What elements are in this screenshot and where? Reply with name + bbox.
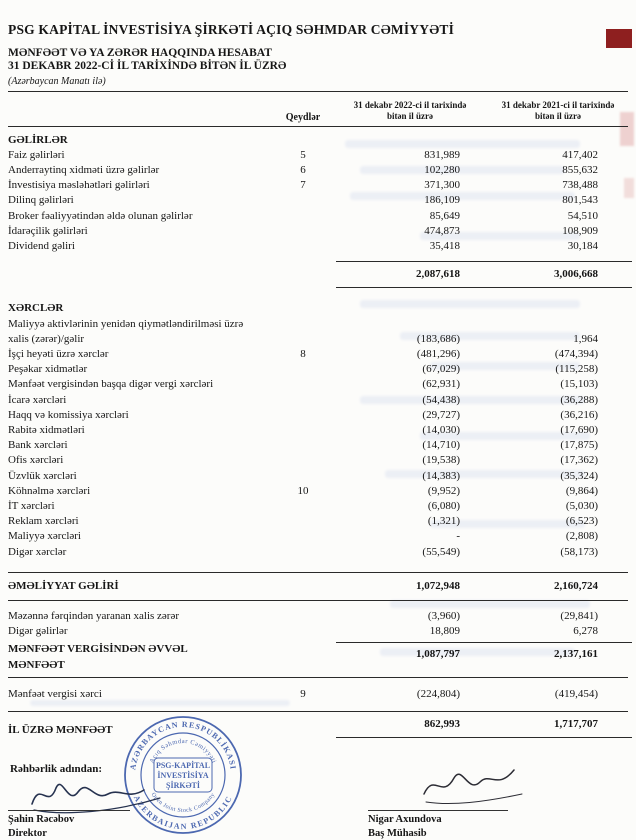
table-row xyxy=(8,469,628,484)
row-value-2021: (5,030) xyxy=(565,499,598,512)
accountant-title: Baş Mühasib xyxy=(368,828,427,839)
row-value-2022: (6,080) xyxy=(427,499,460,512)
row-value-2022: 371,300 xyxy=(424,179,460,192)
year-2022-column-header: 31 dekabr 2022-ci il tarixində bitən il üzrə xyxy=(353,100,467,122)
row-label: İşçi heyəti üzrə xərclər xyxy=(8,347,109,360)
table-row xyxy=(8,545,628,560)
row-label: Broker fəaliyyətindən əldə olunan gəlirlər xyxy=(8,209,193,222)
row-value-2022: (54,438) xyxy=(422,393,460,406)
row-value-2022: (14,383) xyxy=(422,469,460,482)
row-value-2021: (2,808) xyxy=(565,530,598,543)
row-value-2021: 2,160,724 xyxy=(554,579,598,592)
table-row xyxy=(8,453,628,468)
table-row xyxy=(8,609,628,624)
table-row xyxy=(8,377,628,392)
row-value-2022: (183,686) xyxy=(416,332,460,345)
table-row xyxy=(8,239,628,254)
row-label: Üzvlük xərcləri xyxy=(8,469,77,482)
row-value-2022: 474,873 xyxy=(424,224,460,237)
stamp-outer-top-text: AZƏRBAYCAN RESPUBLİKASI xyxy=(128,719,238,771)
table-row xyxy=(8,423,628,438)
table-row xyxy=(8,499,628,514)
table-row xyxy=(8,687,628,702)
row-value-2022: 1,087,797 xyxy=(336,642,484,662)
row-value-2021: (58,173) xyxy=(560,545,598,558)
row-label: Digər xərclər xyxy=(8,545,67,558)
row-label: Reklam xərcləri xyxy=(8,515,79,528)
row-value-2021: (6,523) xyxy=(565,515,598,528)
report-period: 31 DEKABR 2022-Cİ İL TARİXİNDƏ BİTƏN İL ÜZRƏ xyxy=(8,60,287,72)
row-value-2021: 3,006,668 xyxy=(484,261,632,288)
table-row xyxy=(8,163,628,178)
row-note: 8 xyxy=(300,347,306,360)
row-value-2021: (115,258) xyxy=(555,363,598,376)
row-label: ƏMƏLİYYAT GƏLİRİ xyxy=(8,579,119,592)
row-label: İdarəçilik gəlirləri xyxy=(8,224,88,237)
row-value-2021: (17,875) xyxy=(560,439,598,452)
currency-note: (Azərbaycan Manatı ilə) xyxy=(8,76,106,87)
row-value-2021: 2,137,161 xyxy=(484,642,632,662)
statement-rows xyxy=(8,133,628,739)
row-label: İnvestisiya məsləhətləri gəlirləri xyxy=(8,179,150,192)
table-row xyxy=(8,148,628,163)
row-value-2021: (474,394) xyxy=(554,347,598,360)
row-label: Haqq və komissiya xərcləri xyxy=(8,408,129,421)
notes-column-header: Qeydlər xyxy=(285,111,321,123)
row-label: Dividend gəliri xyxy=(8,239,75,252)
row-value-2022: 18,809 xyxy=(429,625,460,638)
chief-accountant-signature xyxy=(418,764,528,810)
row-value-2022: (9,952) xyxy=(427,484,460,497)
row-label: İcarə xərcləri xyxy=(8,393,67,406)
row-value-2022: (29,727) xyxy=(422,408,460,421)
row-note: 7 xyxy=(300,179,306,192)
row-value-2021: (29,841) xyxy=(560,609,598,622)
table-row xyxy=(8,408,628,423)
row-value-2022: (481,296) xyxy=(416,347,460,360)
row-label: Mənfəət vergisi xərci xyxy=(8,687,102,700)
row-value-2021: (17,362) xyxy=(560,454,598,467)
row-value-2022: (224,804) xyxy=(416,687,460,700)
row-label: XƏRCLƏR xyxy=(8,302,64,315)
row-value-2021: (15,103) xyxy=(560,378,598,391)
table-row xyxy=(8,193,628,208)
row-value-2021: (36,288) xyxy=(560,393,598,406)
row-value-2021: 1,717,707 xyxy=(484,717,632,738)
management-heading: Rəhbərlik adından: xyxy=(10,763,102,775)
row-value-2022: 35,418 xyxy=(429,239,460,252)
row-value-2021: 1,964 xyxy=(573,332,598,345)
row-label: Faiz gəlirləri xyxy=(8,148,65,161)
row-value-2022: (14,710) xyxy=(422,439,460,452)
row-value-2021: (17,690) xyxy=(560,423,598,436)
accountant-name: Nigar Axundova xyxy=(368,814,442,825)
row-value-2022: 102,280 xyxy=(424,163,460,176)
stamp-inner-top-text: Açıq Səhmdar Cəmiyyəti xyxy=(148,737,218,765)
row-value-2022: 85,649 xyxy=(429,209,460,222)
row-value-2022: (55,549) xyxy=(422,545,460,558)
stamp-inner-bottom-text: Open Joint Stock Company xyxy=(149,791,217,815)
table-header xyxy=(8,92,628,127)
row-label: Peşəkar xidmətlər xyxy=(8,363,88,376)
row-note: 9 xyxy=(300,687,306,700)
row-value-2022: - xyxy=(456,530,460,543)
report-title: MƏNFƏƏT VƏ YA ZƏRƏR HAQQINDA HESABAT xyxy=(8,47,272,59)
table-row xyxy=(8,572,628,601)
director-signature-line xyxy=(8,810,130,811)
table-row xyxy=(8,438,628,453)
row-value-2021: (9,864) xyxy=(565,484,598,497)
table-row xyxy=(8,711,628,738)
row-note: 10 xyxy=(297,484,309,497)
table-row xyxy=(8,301,628,316)
year-2021-column-header: 31 dekabr 2021-ci il tarixində bitən il üzrə xyxy=(501,100,615,122)
row-value-2022: 831,989 xyxy=(424,148,460,161)
company-name: PSG KAPİTAL İNVESTİSİYA ŞİRKƏTİ AÇIQ SƏHMDAR CƏMİYYƏTİ xyxy=(8,22,455,37)
table-row xyxy=(8,317,628,347)
stamp-center-line2: İNVESTİSİYA xyxy=(157,771,209,780)
row-value-2021: 801,543 xyxy=(562,194,598,207)
row-label: Mənfəət vergisindən başqa digər vergi xərcləri xyxy=(8,378,214,391)
row-label: Məzənnə fərqindən yaranan xalis zərər xyxy=(8,609,180,622)
table-row xyxy=(8,362,628,377)
row-value-2021: 108,909 xyxy=(562,224,598,237)
row-value-2021: 54,510 xyxy=(567,209,598,222)
director-title: Direktor xyxy=(8,828,47,839)
row-value-2022: (14,030) xyxy=(422,423,460,436)
stamp-center-line1: PSG-KAPİTAL xyxy=(155,761,211,770)
row-value-2022: 862,993 xyxy=(336,717,484,738)
table-row xyxy=(8,224,628,239)
row-value-2021: (419,454) xyxy=(554,687,598,700)
row-note: 5 xyxy=(300,148,306,161)
row-label: MƏNFƏƏT VERGİSİNDƏN ƏVVƏL MƏNFƏƏT xyxy=(8,643,188,671)
table-row xyxy=(8,133,628,148)
accountant-signature-line xyxy=(368,810,508,811)
table-row xyxy=(8,347,628,362)
row-label: İL ÜZRƏ MƏNFƏƏT xyxy=(8,724,113,736)
table-row xyxy=(8,642,628,677)
row-value-2021: 30,184 xyxy=(567,239,598,252)
row-value-2022: (62,931) xyxy=(422,378,460,391)
row-label: Maliyyə xərcləri xyxy=(8,530,81,543)
row-value-2022: 1,072,948 xyxy=(416,579,460,592)
row-value-2021: (35,324) xyxy=(560,469,598,482)
table-row xyxy=(8,529,628,544)
row-label: Köhnəlmə xərcləri xyxy=(8,484,91,497)
stamp-center-line3: ŞİRKƏTİ xyxy=(166,781,200,790)
row-label: Ofis xərcləri xyxy=(8,454,64,467)
row-value-2022: 2,087,618 xyxy=(336,261,484,288)
row-label: Rabitə xidmətləri xyxy=(8,423,85,436)
row-label: Digər gəlirlər xyxy=(8,625,68,638)
row-value-2022: (1,321) xyxy=(427,515,460,528)
row-value-2021: (36,216) xyxy=(560,408,598,421)
row-value-2021: 6,278 xyxy=(573,625,598,638)
table-row xyxy=(8,178,628,193)
table-row xyxy=(8,624,628,639)
row-value-2022: (67,029) xyxy=(422,363,460,376)
row-label: İT xərcləri xyxy=(8,499,55,512)
director-name: Şahin Rəcəbov xyxy=(8,814,75,825)
row-value-2021: 417,402 xyxy=(562,148,598,161)
table-row xyxy=(8,261,628,288)
row-label: Maliyyə aktivlərinin yenidən qiymətləndirilməsi üzrə xalis (zərər)/gəlir xyxy=(8,317,244,345)
table-row xyxy=(8,209,628,224)
row-label: Bank xərcləri xyxy=(8,439,68,452)
table-row xyxy=(8,514,628,529)
row-value-2021: 855,632 xyxy=(562,163,598,176)
row-label: Dilinq gəlirləri xyxy=(8,194,74,207)
row-label: GƏLİRLƏR xyxy=(8,133,68,146)
row-label: Anderraytinq xidməti üzrə gəlirlər xyxy=(8,163,160,176)
row-value-2022: (3,960) xyxy=(427,609,460,622)
row-note: 6 xyxy=(300,163,306,176)
row-value-2022: (19,538) xyxy=(422,454,460,467)
row-value-2021: 738,488 xyxy=(562,179,598,192)
table-row xyxy=(8,484,628,499)
table-row xyxy=(8,393,628,408)
row-value-2022: 186,109 xyxy=(424,194,460,207)
stamp-outer-bottom-text: AZERBAIJAN REPUBLIC xyxy=(131,793,235,832)
